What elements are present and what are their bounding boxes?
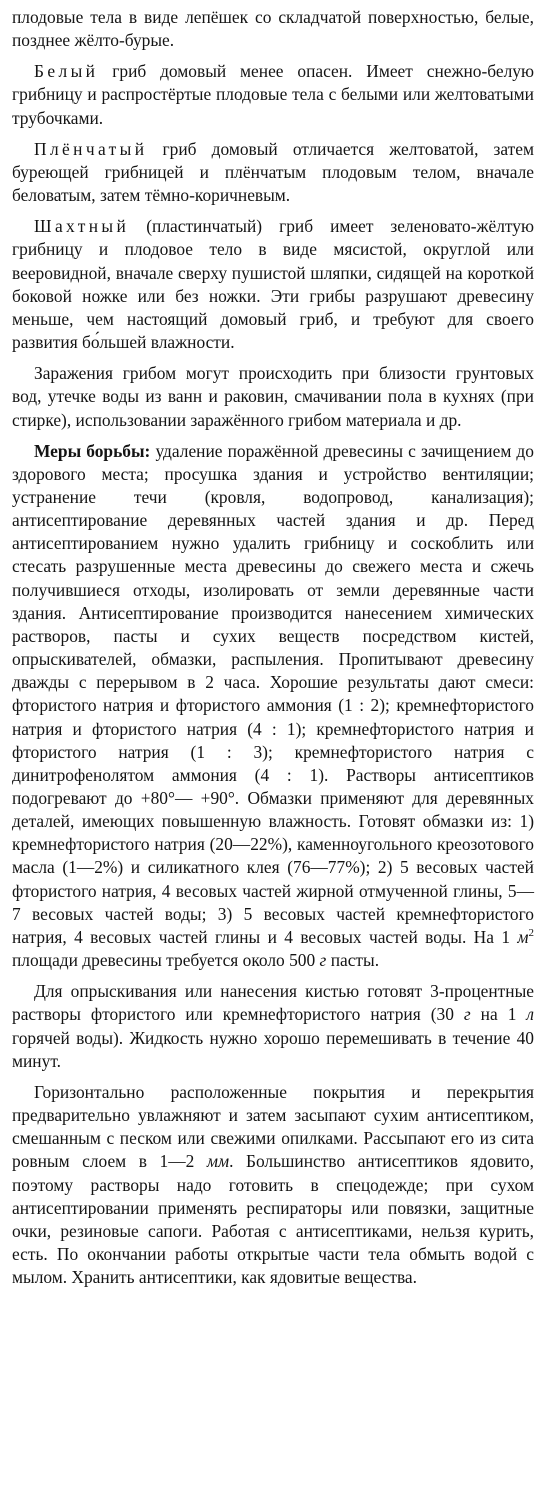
paragraph-control-measures — [12, 440, 534, 973]
paragraph-dry-antiseptic — [12, 1081, 534, 1289]
paragraph-film-fungus — [12, 138, 534, 207]
paragraph-fungi-description — [12, 6, 534, 52]
unit-g: г — [463, 1004, 471, 1025]
section-heading-control-measures: Меры борьбы: — [34, 440, 151, 461]
paragraph-text: пасты. — [326, 950, 380, 971]
paragraph-text: плодовые тела в виде лепёшек со складчатой поверхностью, белые, позднее жёлто-бурые. — [12, 7, 534, 51]
paragraph-text: Заражения грибом могут происходить при близости грунтовых вод, утечке воды из ванн и раковин, смачивании пола в кухнях (при стирке), использовании заражённого грибом материала и др. — [12, 363, 534, 430]
term-mine: Шахтный — [34, 216, 130, 237]
paragraph-infection-causes — [12, 362, 534, 431]
paragraph-text: удаление поражённой древесины с зачищением до здорового места; просушка здания и устройство вентиляции; устранение течи (кровля, водопровод, канализация); антисептирование деревянных частей здания и др. Перед антисептированием нужно удалить грибницу и соскоблить или стесать разрушенные места древесины до свежего места и сжечь получившиеся отходы, изолировать от земли деревянные части здания. Антисептирование производится нанесением химических растворов, пасты и сухих веществ посредством кистей, опрыскивателей, обмазки, распыления. Пропитывают древесину дважды с перерывом в 2 часа. Хорошие результаты дают смеси: фтористого натрия и фтористого аммония (1 : 2); кремнефтористого натрия и фтористого натрия (4 : 1); кремнефтористого натрия и фтористого натрия (1 : 3); кремнефтористого натрия с динитрофенолятом аммония (4 : 1). Растворы антисептиков подогревают до +80°— +90°. Обмазки применяют для деревянных деталей, имеющих повышенную влажность. Готовят обмазки из: 1) кремнефтористого натрия (20—22%), каменноугольного креозотового масла (1—2%) и силикатного клея (76—77%); 2) 5 весовых частей фтористого натрия, 4 весовых частей жирной отмученной глины, 5—7 весовых частей воды; 3) 5 весовых частей кремнефтористого натрия, 4 весовых частей глины и 4 весовых частей воды. На 1 — [12, 440, 534, 947]
paragraph-text: (пластинчатый) гриб имеет зеленовато-жёлтую грибницу и плодовое тело в виде мясистой, округлой или вееровидной, вначале сверху пушистой шляпки, сидящей на короткой боковой ножке или без ножки. Эти грибы разрушают древесину меньше, чем настоящий домовый гриб, и требуют для своего развития бо́льшей влажности. — [12, 216, 534, 353]
paragraph-text: Горизонтально расположенные покрытия и перекрытия предварительно увлажняют и затем засыпают сухим антисептиком, смешанным с песком или свежими опилками. Рассыпают его из сита ровным слоем в 1—2 — [12, 1081, 534, 1172]
paragraph-text: Для опрыскивания или нанесения кистью готовят 3-процентные растворы фтористого или кремнефтористого натрия (30 — [12, 981, 534, 1025]
paragraph-white-fungus — [12, 60, 534, 129]
term-white: Белый — [34, 61, 99, 82]
unit-g: г — [319, 950, 327, 971]
paragraph-text: площади древесины требуется около 500 — [12, 950, 320, 971]
unit-l: л — [526, 1004, 534, 1025]
unit-mm: мм — [206, 1151, 230, 1172]
paragraph-text: . Большинство антисептиков ядовито, поэтому растворы надо готовить в спецодежде; при сухом антисептировании применять респираторы или повязки, защитные очки, резиновые сапоги. Работая с антисептиками, нельзя курить, есть. По окончании работы открытые части тела обмыть водой с мылом. Хранить антисептики, как ядовитые вещества. — [12, 1151, 534, 1288]
paragraph-text: горячей воды). Жидкость нужно хорошо перемешивать в течение 40 минут. — [12, 1027, 534, 1071]
term-film: Плёнчатый — [34, 138, 148, 159]
unit-m: м — [517, 926, 529, 947]
paragraph-mine-fungus — [12, 215, 534, 354]
paragraph-text: на 1 — [470, 1004, 527, 1025]
unit-superscript: 2 — [528, 927, 534, 940]
paragraph-text: гриб домовый отличается желтоватой, затем буреющей грибницей и плёнчатым плодовым телом, вначале беловатым, затем тёмно-коричневым. — [12, 138, 534, 206]
paragraph-text: гриб домовый менее опасен. Имеет снежно-белую грибницу и распростёртые плодовые тела с белыми или желтоватыми трубочками. — [12, 61, 534, 128]
paragraph-spray-solutions — [12, 980, 534, 1073]
